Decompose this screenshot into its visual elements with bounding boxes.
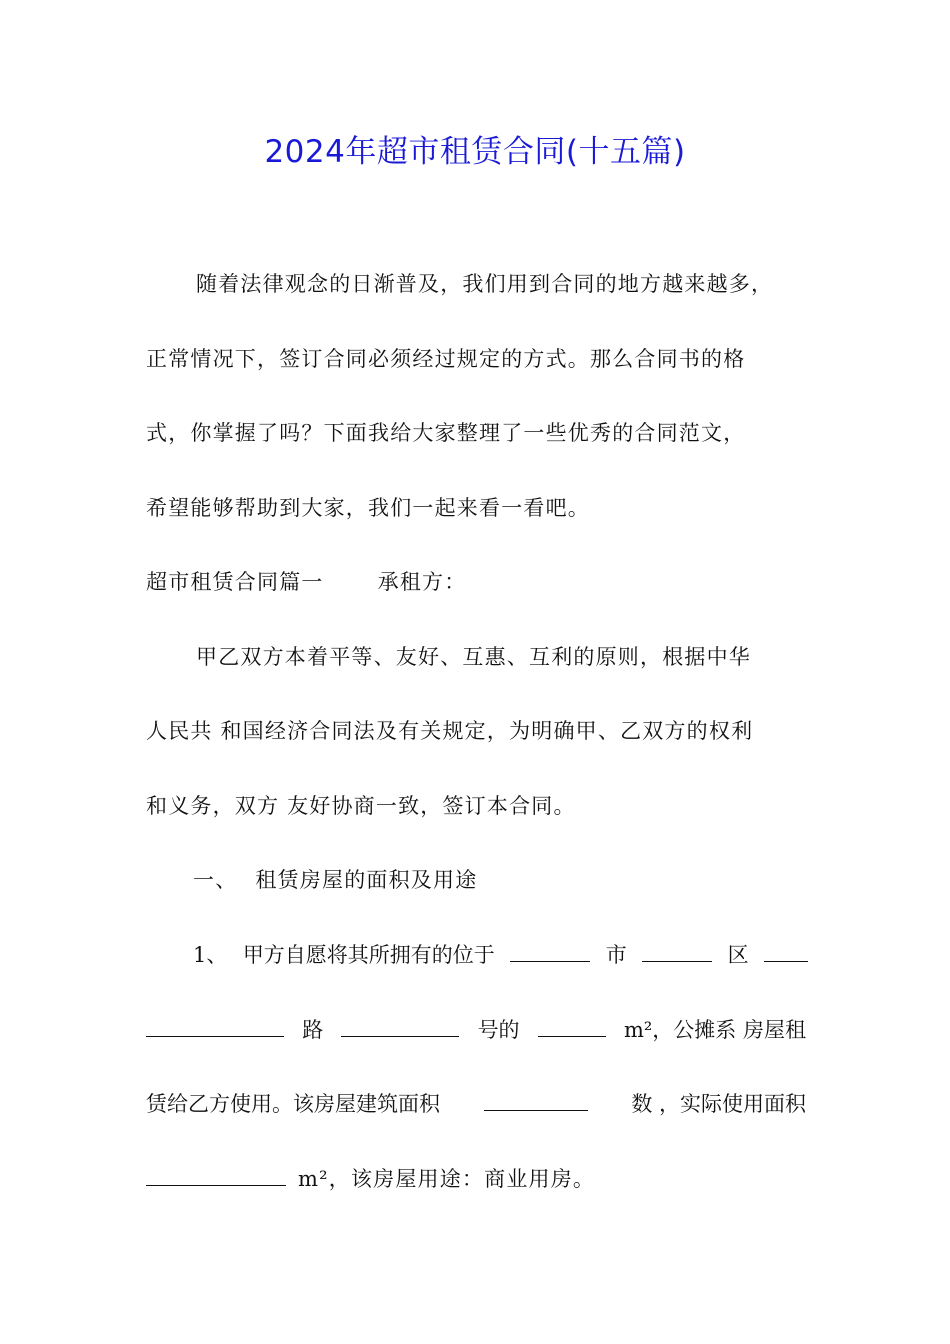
clause1-text-a1: 甲方自愿将其所拥有的位于	[242, 943, 495, 967]
blank-building-area	[484, 1088, 588, 1111]
blank-area	[538, 1014, 606, 1037]
section-heading-line	[146, 566, 806, 598]
blank-city	[642, 939, 712, 962]
clause1-text-c1: 赁给乙方使用。该房屋建筑面积	[146, 1092, 440, 1116]
intro-line-3: 式，你掌握了吗？下面我给大家整理了一些优秀的合同范文，	[146, 421, 746, 445]
document-title: 2024年超市租赁合同(十五篇)	[264, 134, 686, 170]
para2-line-1: 甲乙双方本着平等、友好、互惠、互利的原则，根据中华	[196, 645, 751, 669]
blank-road	[146, 1014, 284, 1037]
blank-usable-area	[146, 1163, 286, 1186]
clause1-text-d1: m²，该房屋用途：商业用房。	[298, 1167, 596, 1191]
clause1-text-a2: 市	[605, 943, 627, 967]
clause1-text-b1: 路	[302, 1018, 324, 1042]
clause-heading-num: 一、	[193, 868, 238, 892]
lessee-label: 承租方：	[377, 570, 467, 594]
intro-line-2: 正常情况下，签订合同必须经过规定的方式。那么合同书的格	[146, 347, 746, 371]
clause-heading-text: 租赁房屋的面积及用途	[255, 868, 478, 892]
clause1-line-3	[146, 1088, 806, 1120]
clause1-num: 1、	[193, 943, 228, 967]
clause-heading	[193, 864, 853, 896]
para2-line-3: 和义务，双方 友好协商一致，签订本合同。	[146, 794, 576, 818]
intro-line-4: 希望能够帮助到大家，我们一起来看一看吧。	[146, 496, 590, 520]
section-heading: 超市租赁合同篇一	[146, 570, 324, 594]
blank-number	[341, 1014, 459, 1037]
clause1-line-4	[146, 1163, 806, 1195]
clause1-text-c2: 数 ，实际使用面积	[631, 1092, 806, 1116]
para2-line-2: 人民共 和国经济合同法及有关规定，为明确甲、乙双方的权利	[146, 719, 754, 743]
clause1-line-1	[193, 939, 808, 971]
clause1-text-b2: 号的	[477, 1018, 520, 1042]
clause1-line-2	[146, 1014, 806, 1046]
clause1-text-b3: m²，公摊系 房屋租	[623, 1018, 806, 1042]
clause1-text-a3: 区	[727, 943, 749, 967]
intro-line-1: 随着法律观念的日渐普及，我们用到合同的地方越来越多，	[196, 272, 774, 296]
blank-location	[510, 939, 590, 962]
blank-district	[764, 939, 808, 962]
